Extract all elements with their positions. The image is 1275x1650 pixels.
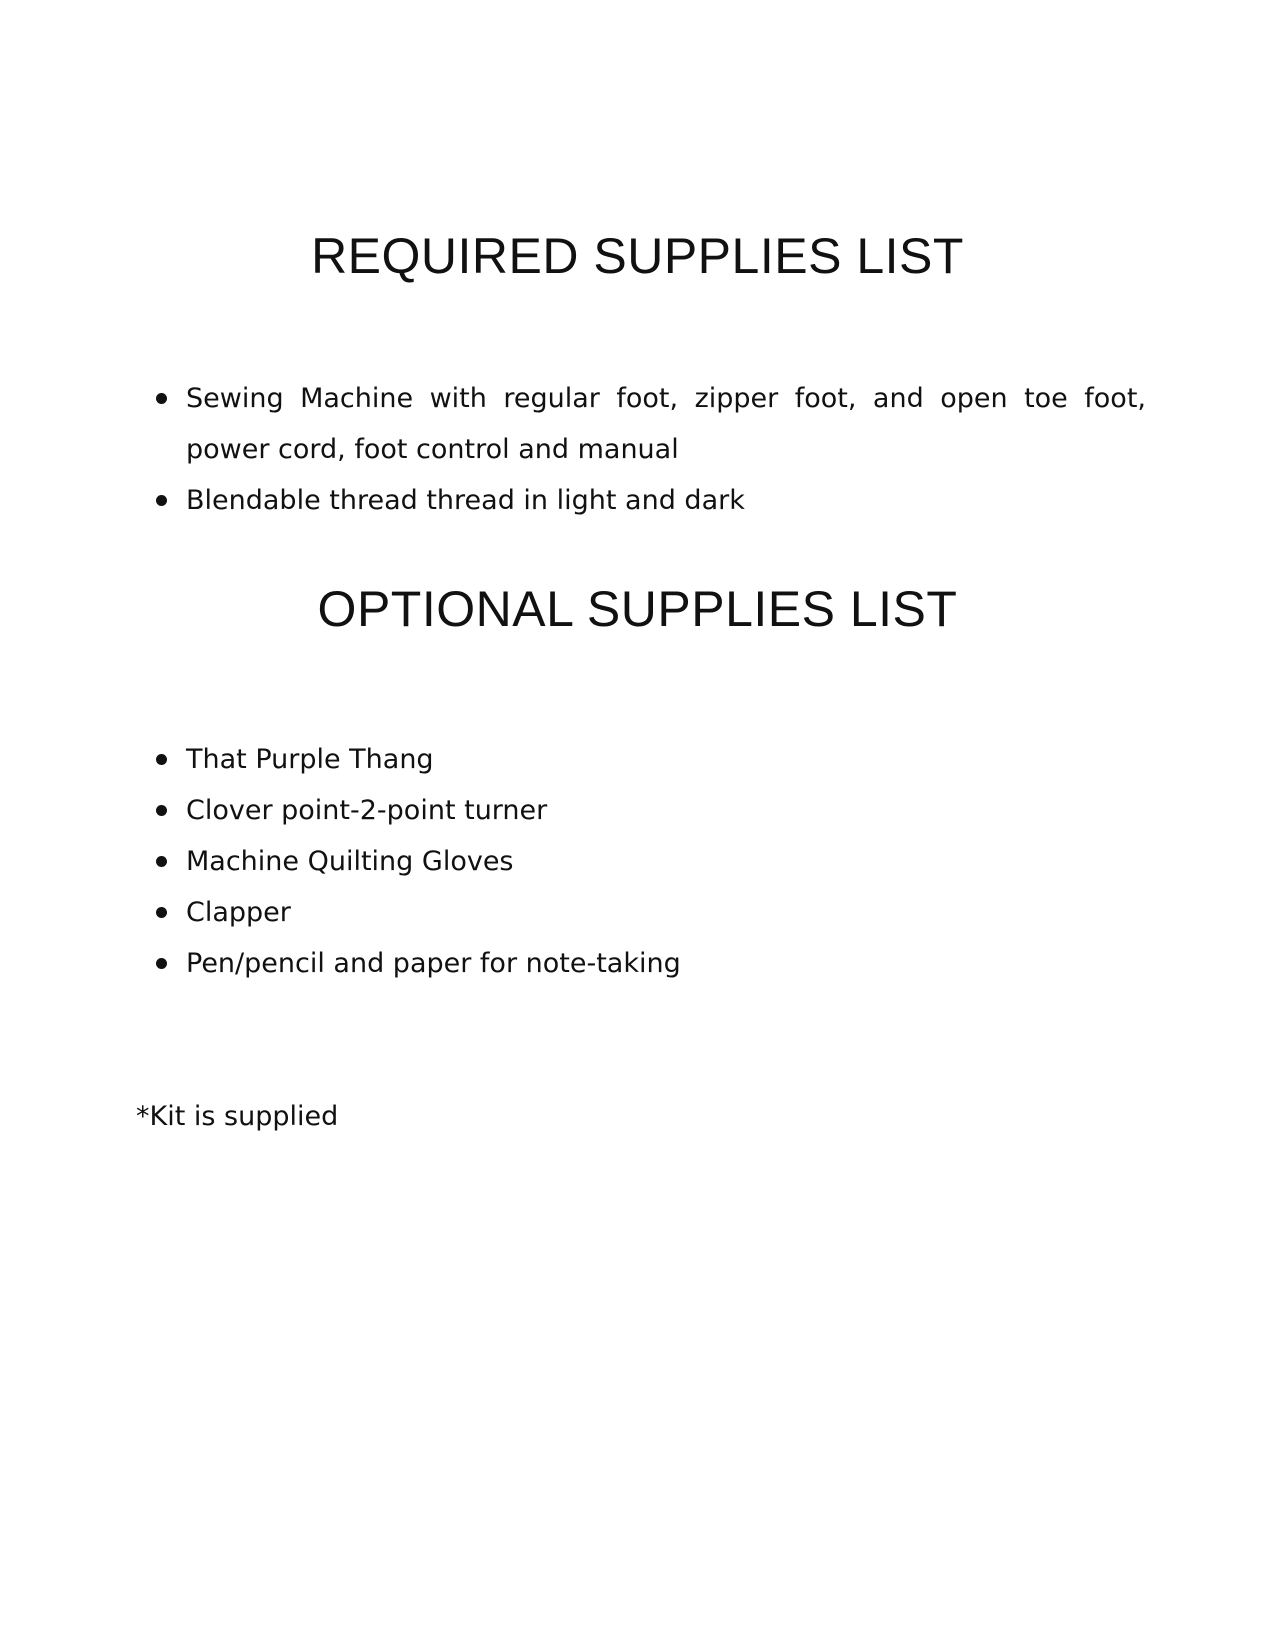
- bullet-icon: [156, 495, 167, 506]
- bullet-icon: [156, 805, 167, 816]
- kit-note: *Kit is supplied: [136, 1101, 339, 1132]
- required-supplies-list: [186, 373, 1146, 526]
- list-item: [186, 836, 1146, 887]
- list-item: [186, 734, 1146, 785]
- list-item: [186, 475, 1146, 526]
- list-item: [186, 373, 1146, 475]
- list-item-text: Clover point-2-point turner: [186, 795, 548, 826]
- list-item: [186, 785, 1146, 836]
- list-item-text: Sewing Machine with regular foot, zipper foot, and open toe foot, power cord, foot control and manual: [186, 383, 1146, 465]
- bullet-icon: [156, 958, 167, 969]
- list-item-text: That Purple Thang: [186, 744, 434, 775]
- bullet-icon: [156, 393, 167, 404]
- list-item-text: Machine Quilting Gloves: [186, 846, 514, 877]
- list-item: [186, 938, 1146, 989]
- list-item: [186, 887, 1146, 938]
- list-item-text: Pen/pencil and paper for note-taking: [186, 948, 681, 979]
- list-item-text: Blendable thread thread in light and dark: [186, 485, 745, 516]
- optional-supplies-heading: OPTIONAL SUPPLIES LIST: [317, 581, 958, 637]
- bullet-icon: [156, 856, 167, 867]
- optional-supplies-list: [186, 734, 1146, 989]
- list-item-text: Clapper: [186, 897, 291, 928]
- bullet-icon: [156, 754, 167, 765]
- bullet-icon: [156, 907, 167, 918]
- required-supplies-heading: REQUIRED SUPPLIES LIST: [311, 228, 964, 284]
